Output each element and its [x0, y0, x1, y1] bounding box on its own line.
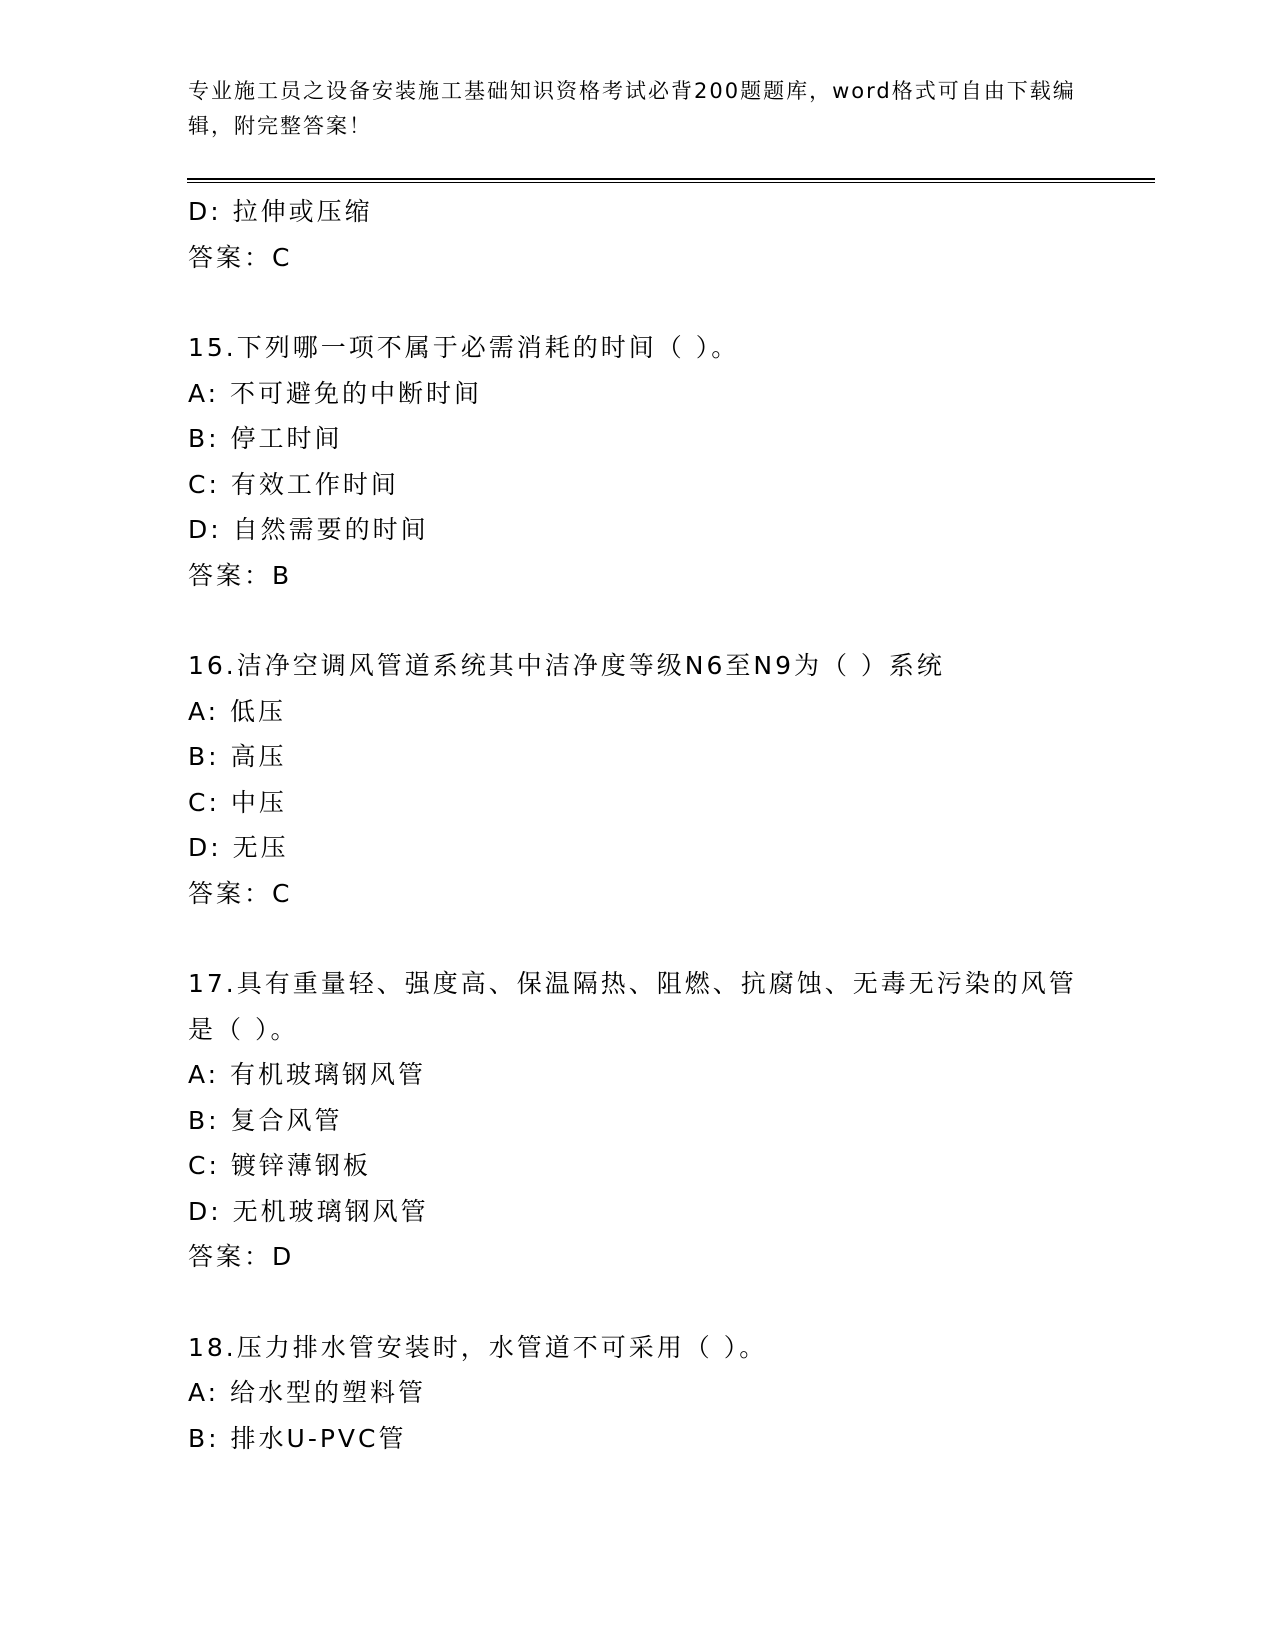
option-b: B: 高压 — [188, 742, 287, 771]
question-stem: 18.压力排水管安装时，水管道不可采用（ ）。 — [188, 1332, 768, 1362]
question-stem: 15.下列哪一项不属于必需消耗的时间（ ）。 — [188, 333, 740, 362]
answer: 答案：B — [188, 560, 293, 590]
spacer — [188, 280, 1088, 325]
question-stem: 17.具有重量轻、强度高、保温隔热、阻燃、抗腐蚀、无毒无污染的风管是（ ）。 — [188, 969, 1077, 1044]
carryover-option-d: D: 拉伸或压缩 — [188, 197, 373, 226]
option-c: C: 有效工作时间 — [188, 469, 399, 499]
option-a: A: 给水型的塑料管 — [188, 1378, 427, 1407]
spacer — [188, 1280, 1088, 1325]
option-d: D: 自然需要的时间 — [188, 515, 429, 544]
question-stem: 16.洁净空调风管道系统其中洁净度等级N6至N9为（ ）系统 — [188, 651, 945, 680]
option-b: B: 复合风管 — [188, 1105, 343, 1135]
question-17 — [188, 961, 1088, 1280]
option-c: C: 镀锌薄钢板 — [188, 1151, 371, 1180]
option-a: A: 有机玻璃钢风管 — [188, 1060, 427, 1089]
question-16 — [188, 643, 1088, 916]
question-content — [188, 189, 1088, 1461]
option-b: B: 停工时间 — [188, 424, 343, 453]
option-d: D: 无压 — [188, 833, 289, 862]
carryover-answer: 答案：C — [188, 242, 293, 272]
spacer — [188, 598, 1088, 643]
answer: 答案：D — [188, 1242, 295, 1271]
answer: 答案：C — [188, 878, 293, 908]
option-a: A: 不可避免的中断时间 — [188, 378, 483, 408]
option-c: C: 中压 — [188, 787, 287, 817]
option-a: A: 低压 — [188, 696, 287, 726]
option-b: B: 排水U-PVC管 — [188, 1423, 407, 1453]
page-header: 专业施工员之设备安装施工基础知识资格考试必背200题题库，word格式可自由下载编辑，附完整答案！ — [188, 79, 1076, 138]
question-18 — [188, 1325, 1088, 1462]
header-divider — [187, 178, 1155, 183]
option-d: D: 无机玻璃钢风管 — [188, 1196, 429, 1226]
spacer — [188, 916, 1088, 961]
question-15 — [188, 325, 1088, 598]
